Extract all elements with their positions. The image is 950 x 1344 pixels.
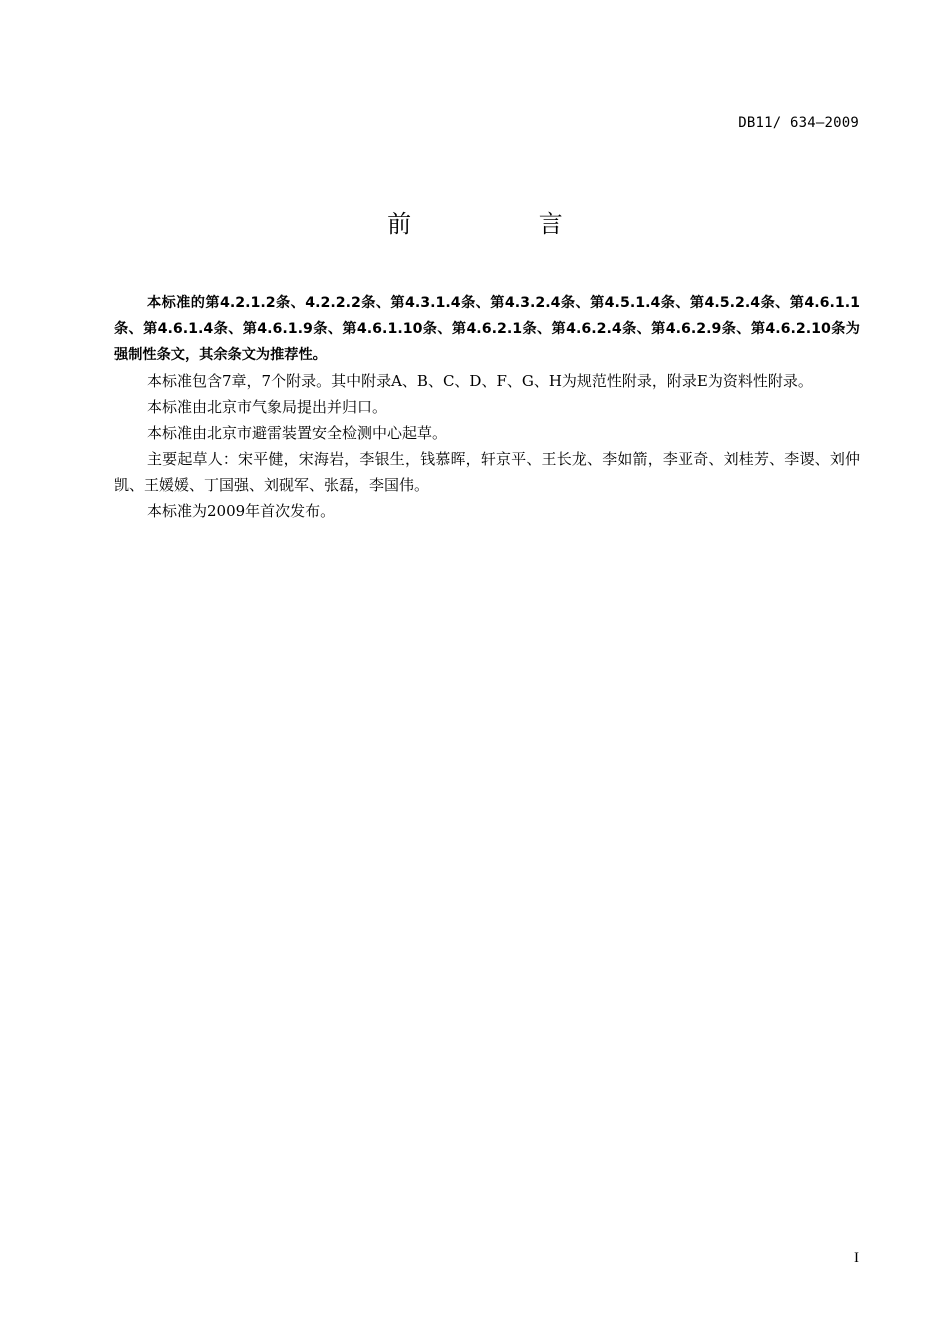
page-title: 前 言 — [387, 210, 623, 238]
paragraph-drafter-org: 本标准由北京市避雷装置安全检测中心起草。 — [147, 424, 448, 442]
paragraph-proposer: 本标准由北京市气象局提出并归口。 — [147, 398, 388, 416]
paragraph-release: 本标准为2009年首次发布。 — [147, 502, 336, 520]
paragraph-mandatory-clauses: 本标准的第4.2.1.2条、4.2.2.2条、第4.3.1.4条、第4.3.2.4条、第4.5.1.4条、第4.5.2.4条、第4.6.1.1条、第4.6.1.4条、第4.6.1.9条、第4.6.1.10条、第4.6.2.1条、第4.6.2.4条、第4.6.2.9条、第4.6.2.10条为强制性条文，其余条文为推荐性。 — [114, 295, 860, 363]
page-number: I — [854, 1250, 859, 1266]
paragraph-structure: 本标准包含7章，7个附录。其中附录A、B、C、D、F、G、H为规范性附录，附录E为资料性附录。 — [147, 372, 813, 390]
standard-code: DB11/ 634—2009 — [738, 115, 859, 131]
paragraph-drafters: 主要起草人：宋平健，宋海岩，李银生，钱慕晖，轩京平、王长龙、李如箭，李亚奇、刘桂芳、李谡、刘仲凯、王媛媛、丁国强、刘砚军、张磊，李国伟。 — [114, 450, 860, 494]
preface-body — [114, 290, 860, 524]
